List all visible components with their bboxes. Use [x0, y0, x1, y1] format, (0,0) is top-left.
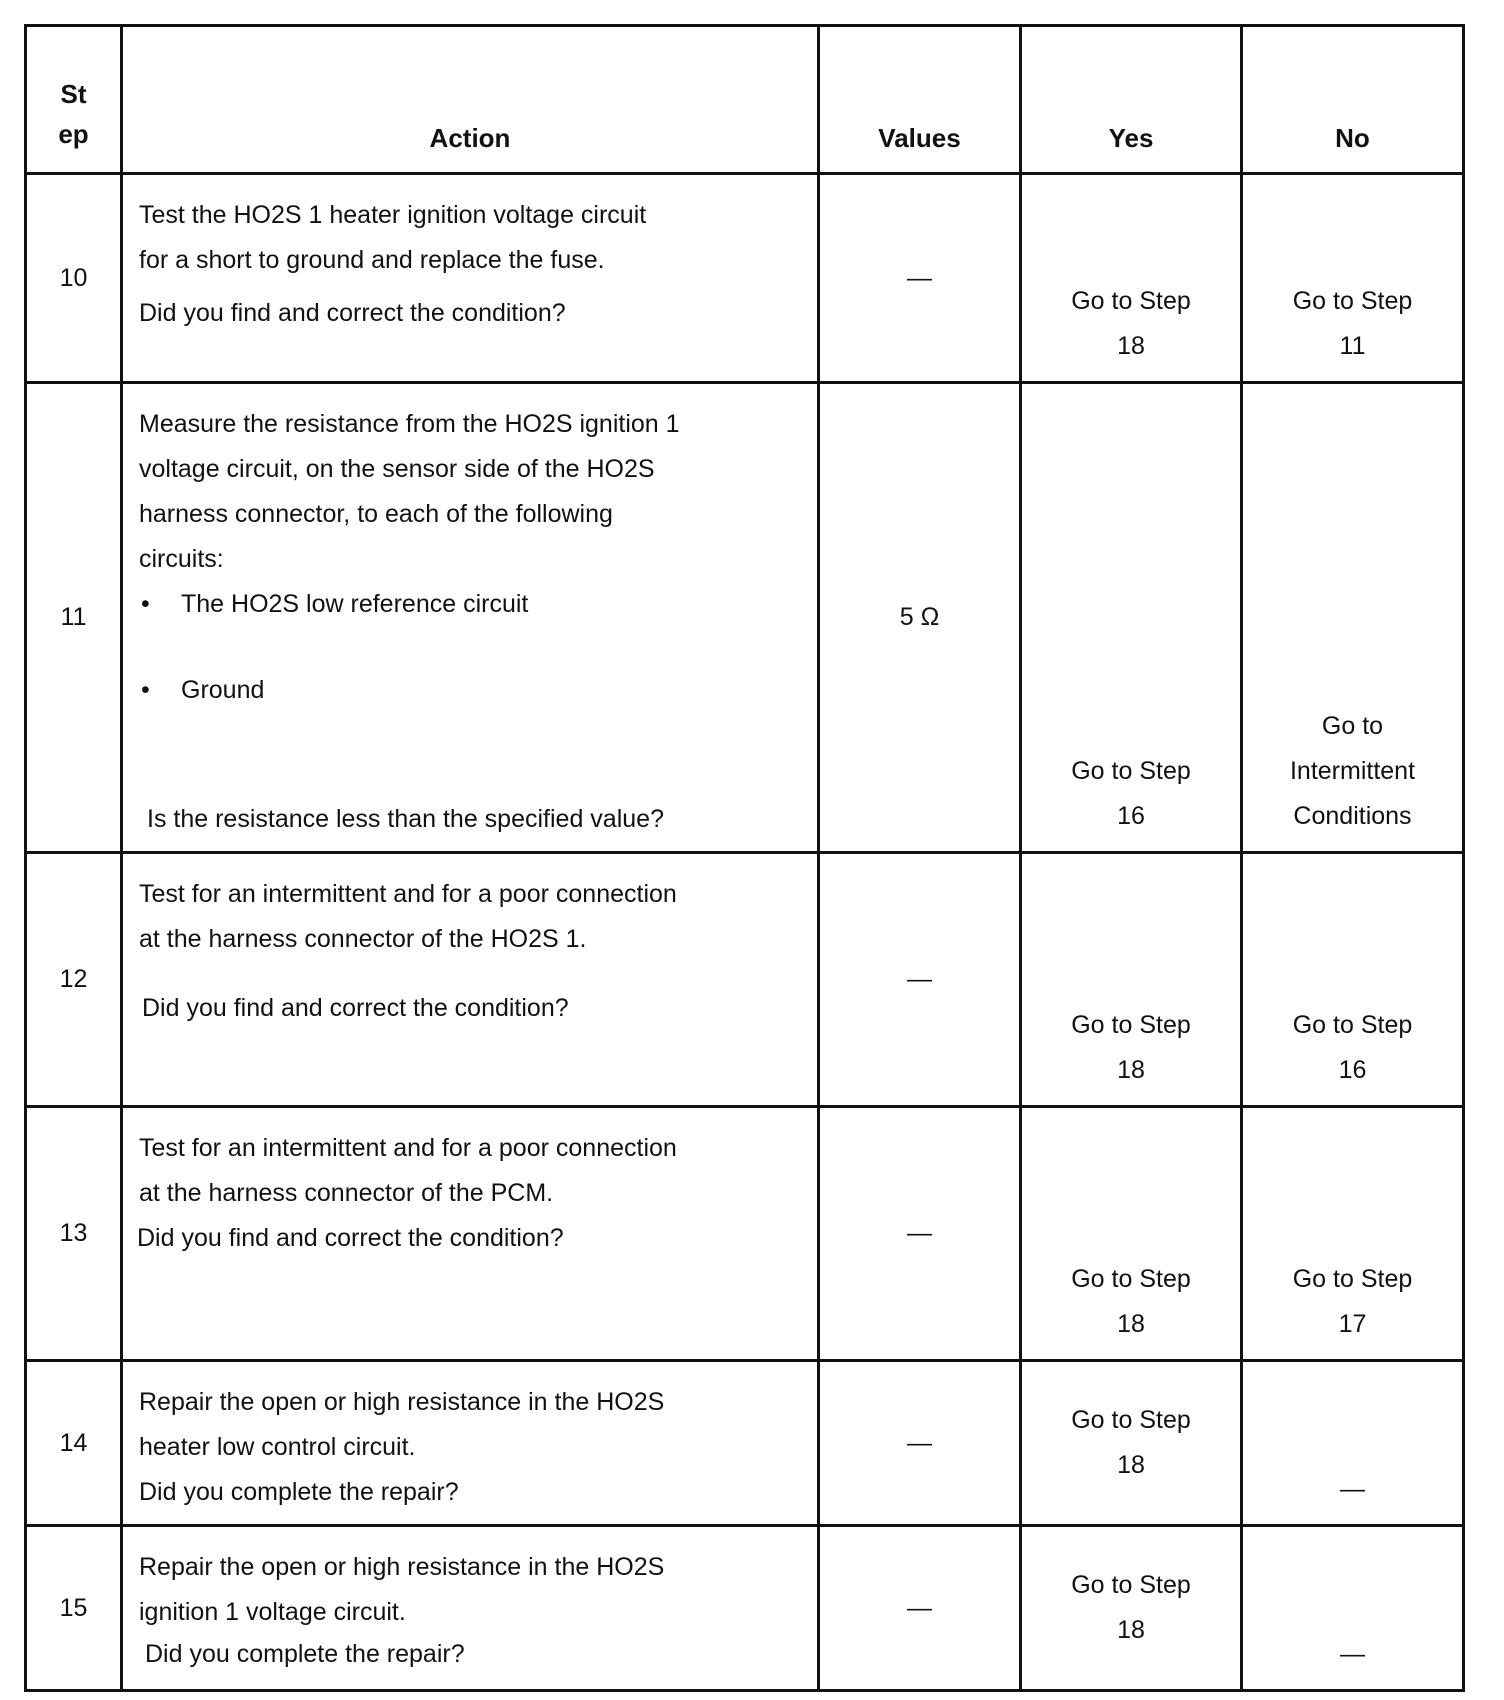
- action-cell: [122, 1361, 819, 1526]
- action-line: Measure the resistance from the HO2S ignition 1: [139, 410, 680, 438]
- step-number: 14: [26, 1361, 122, 1526]
- action-line: Test for an intermittent and for a poor connection: [139, 880, 677, 908]
- yes-line: 18: [1117, 332, 1145, 360]
- table-row: [26, 1107, 1464, 1361]
- action-line: at the harness connector of the PCM.: [139, 1179, 554, 1207]
- yes-cell: [1021, 383, 1242, 853]
- yes-cell: [1021, 174, 1242, 383]
- action-line: at the harness connector of the HO2S 1.: [139, 925, 587, 953]
- action-line: for a short to ground and replace the fuse.: [139, 246, 605, 274]
- table-row: [26, 383, 1464, 853]
- action-question: Did you find and correct the condition?: [137, 1224, 564, 1252]
- table-row: [26, 174, 1464, 383]
- no-line: Go to Step: [1292, 1265, 1413, 1293]
- action-line: ignition 1 voltage circuit.: [139, 1598, 406, 1626]
- step-header-line2: ep: [58, 119, 89, 149]
- no-cell: [1242, 853, 1464, 1107]
- action-line: circuits:: [139, 545, 224, 573]
- action-question: Did you find and correct the condition?: [142, 994, 569, 1022]
- yes-cell: [1021, 1107, 1242, 1361]
- no-line: 11: [1339, 332, 1366, 360]
- action-line: Test for an intermittent and for a poor connection: [139, 1134, 677, 1162]
- diagnostic-table: [24, 24, 1465, 1692]
- bullet-text: Ground: [181, 676, 265, 704]
- action-cell: [122, 853, 819, 1107]
- no-line: Conditions: [1293, 802, 1412, 830]
- action-cell: [122, 1526, 819, 1691]
- yes-line: Go to Step: [1071, 287, 1191, 315]
- action-line: heater low control circuit.: [139, 1433, 416, 1461]
- step-number: 11: [26, 383, 122, 853]
- values-header: Values: [819, 26, 1021, 174]
- no-cell: [1242, 174, 1464, 383]
- value-cell: —: [819, 1361, 1021, 1526]
- yes-cell: [1021, 1361, 1242, 1526]
- yes-line: 18: [1117, 1451, 1145, 1479]
- no-cell: [1242, 1107, 1464, 1361]
- action-question: Did you complete the repair?: [145, 1640, 465, 1668]
- step-number: 13: [26, 1107, 122, 1361]
- bullet-mark: •: [141, 676, 150, 704]
- yes-line: 18: [1117, 1310, 1145, 1338]
- action-cell: [122, 383, 819, 853]
- action-question: Did you find and correct the condition?: [139, 299, 566, 327]
- no-header: No: [1242, 26, 1464, 174]
- table-row: [26, 853, 1464, 1107]
- yes-line: 18: [1117, 1616, 1145, 1644]
- table-row: [26, 1361, 1464, 1526]
- step-number: 10: [26, 174, 122, 383]
- yes-line: Go to Step: [1071, 757, 1191, 785]
- action-question: Is the resistance less than the specified value?: [147, 805, 664, 833]
- yes-line: Go to Step: [1071, 1011, 1191, 1039]
- action-line: Repair the open or high resistance in the HO2S: [139, 1553, 665, 1581]
- yes-line: Go to Step: [1071, 1406, 1191, 1434]
- yes-header: Yes: [1021, 26, 1242, 174]
- value-cell: —: [819, 1526, 1021, 1691]
- step-header-line1: St: [60, 79, 87, 109]
- bullet-text: The HO2S low reference circuit: [181, 590, 529, 618]
- no-cell: —: [1242, 1361, 1464, 1526]
- no-cell: [1242, 383, 1464, 853]
- no-line: Go to Step: [1292, 1011, 1413, 1039]
- action-line: Repair the open or high resistance in the HO2S: [139, 1388, 665, 1416]
- action-line: harness connector, to each of the following: [139, 500, 613, 528]
- value-cell: 5 Ω: [819, 383, 1021, 853]
- action-cell: [122, 174, 819, 383]
- action-cell: [122, 1107, 819, 1361]
- yes-line: Go to Step: [1071, 1571, 1191, 1599]
- yes-cell: [1021, 853, 1242, 1107]
- no-line: Go to Step: [1292, 287, 1413, 315]
- step-number: 12: [26, 853, 122, 1107]
- header-row: [26, 26, 1464, 174]
- action-line: voltage circuit, on the sensor side of the HO2S: [139, 455, 655, 483]
- yes-cell: [1021, 1526, 1242, 1691]
- no-line: 17: [1338, 1310, 1367, 1338]
- bullet-item: [139, 668, 801, 713]
- action-line: Test the HO2S 1 heater ignition voltage circuit: [139, 201, 647, 229]
- value-cell: —: [819, 1107, 1021, 1361]
- action-question: Did you complete the repair?: [139, 1478, 459, 1506]
- no-line: 16: [1338, 1056, 1367, 1084]
- step-header: [26, 26, 122, 174]
- bullet-mark: •: [141, 590, 150, 618]
- value-cell: —: [819, 853, 1021, 1107]
- yes-line: 16: [1117, 802, 1145, 830]
- value-cell: —: [819, 174, 1021, 383]
- yes-line: 18: [1117, 1056, 1145, 1084]
- no-line: Intermittent: [1289, 757, 1416, 785]
- bullet-item: [139, 582, 801, 627]
- no-cell: —: [1242, 1526, 1464, 1691]
- action-header: Action: [122, 26, 819, 174]
- yes-line: Go to Step: [1071, 1265, 1191, 1293]
- table-row: [26, 1526, 1464, 1691]
- step-number: 15: [26, 1526, 122, 1691]
- no-line: Go to: [1321, 712, 1384, 740]
